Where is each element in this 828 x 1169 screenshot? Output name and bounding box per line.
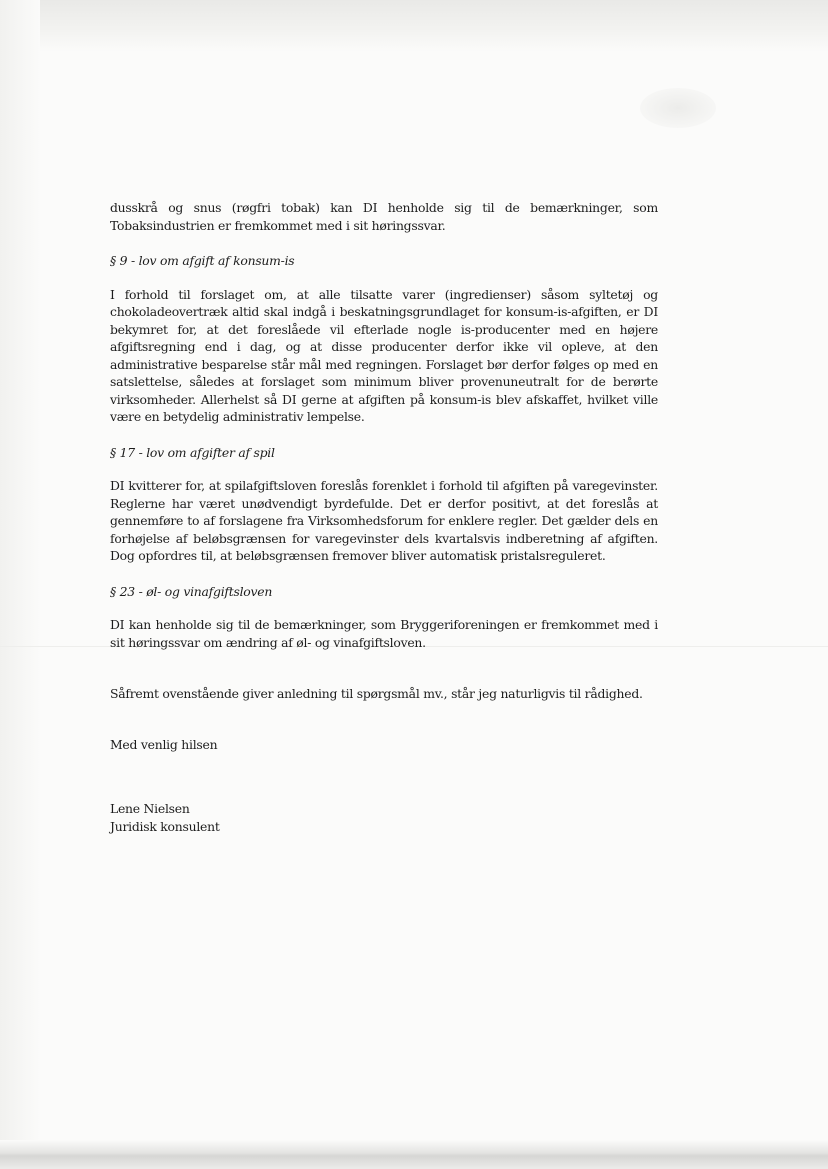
- letter-body: [110, 199, 658, 835]
- section-heading-ol-vin: § 23 - øl- og vinafgiftsloven: [110, 583, 273, 599]
- scan-shadow-top: [0, 0, 828, 52]
- intro-paragraph: dusskrå og snus (røgfri tobak) kan DI henholde sig til de bemærkninger, som Tobaksindustrien er fremkommet med i sit høringssvar.: [110, 200, 658, 233]
- scan-shadow-left: [0, 0, 40, 1169]
- section-body-spil: DI kvitterer for, at spilafgiftsloven foreslås forenklet i forhold til afgiften på varegevinster. Reglerne har været unødvendigt byrdefulde. Det er derfor positivt, at det foreslås at gennemføre to af forslagene fra Virksomhedsforum for enklere regler. Det gælder dels en forhøjelse af beløbsgrænsen for varegevinster dels kvartalsvis indberetning af afgiften. Dog opfordres til, at beløbsgrænsen fremover bliver automatisk pristalsreguleret.: [110, 478, 658, 563]
- signer-name: Lene Nielsen: [110, 801, 190, 816]
- faint-letterhead-logo: [640, 88, 716, 128]
- greeting: Med venlig hilsen: [110, 736, 218, 752]
- scan-shadow-bottom: [0, 1140, 828, 1169]
- section-heading-konsum-is: § 9 - lov om afgift af konsum-is: [110, 253, 295, 268]
- closing-paragraph: Såfremt ovenstående giver anledning til spørgsmål mv., står jeg naturligvis til rådighed.: [110, 686, 643, 701]
- signer-title: Juridisk konsulent: [110, 818, 220, 834]
- section-heading-spil: § 17 - lov om afgifter af spil: [110, 444, 275, 460]
- section-body-ol-vin: DI kan henholde sig til de bemærkninger, som Bryggeriforeningen er fremkommet med i sit høringssvar om ændring af øl- og vinafgiftsloven.: [110, 617, 658, 650]
- section-body-konsum-is: I forhold til forslaget om, at alle tilsatte varer (ingredienser) såsom syltetøj og chokoladeovertræk altid skal indgå i beskatningsgrundlaget for konsum-is-afgiften, er DI bekymret for, at det foreslåede vil efterlade nogle is-producenter med en højere afgiftsregning end i dag, og at disse producenter derfor ikke vil opleve, at den administrative besparelse står mål med regningen. Forslaget bør derfor følges op med en satslettelse, således at forslaget som minimum bliver provenuneutralt for de berørte virksomheder. Allerhelst så DI gerne at afgiften på konsum-is blev afskaffet, hvilket ville være en betydelig administrativ lempelse.: [110, 286, 658, 424]
